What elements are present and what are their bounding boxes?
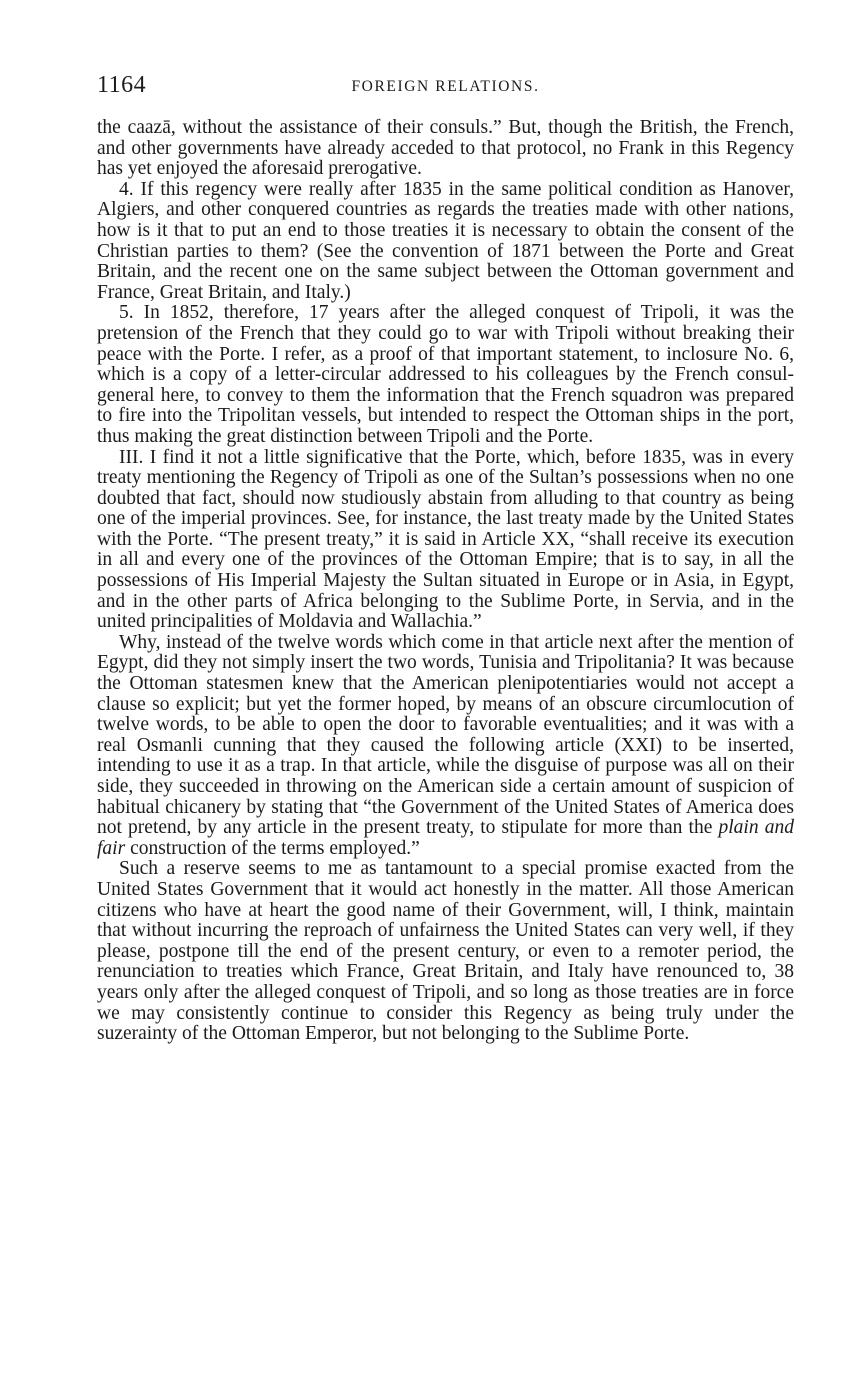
paragraph-section-iii: III. I find it not a little significative that the Porte, which, before 1835, was in every treaty mentioning the Regency of Tripoli as one of the Sultan’s possessions when no one doubted that fact, should now studiously abstain from alluding to that country as being one of the imperial provinces. See, for instance, the last treaty made by the United States with the Porte. “The present treaty,” it is said in Article XX, “shall receive its execution in all and every one of the provinces of the Ottoman Empire; that is to say, in all the possessions of His Imperial Majesty the Sultan situated in Europe or in Asia, in Egypt, and in the other parts of Africa belonging to the Sublime Porte, in Servia, and in the united principalities of Moldavia and Wallachia.” xyxy=(97,446,794,633)
running-head: FOREIGN RELATIONS. xyxy=(351,78,540,95)
paragraph-why-emphasis: plain and fair xyxy=(97,817,794,859)
paragraph-point-5: 5. In 1852, therefore, 17 years after the alleged conquest of Tripoli, it was the pretension of the French that they could go to war with Tripoli without breaking their peace with the Porte. I refer, as a proof of that important statement, to inclosure No. 6, which is a copy of a letter-circular addressed to his colleagues by the French consul-general here, to convey to them the information that the French squadron was prepared to fire into the Tripolitan vessels, but intended to respect the Ottoman ships in the port, thus making the great distinction between Tripoli and the Porte. xyxy=(97,302,794,447)
paragraph-point-4: 4. If this regency were really after 1835 in the same political condition as Hanover, Algiers, and other conquered countries as regards the treaties made with other nations, how is it that to put an end to those treaties it is necessary to obtain the consent of the Christian parties to them? (See the convention of 1871 between the Porte and Great Britain, and the recent one on the same subject between the Ottoman government and France, Great Britain, and Italy.) xyxy=(97,178,794,303)
paragraph-why-text-after: construction of the terms employed.” xyxy=(125,837,420,859)
body-text xyxy=(97,118,794,1045)
document-page xyxy=(97,70,794,1045)
paragraph-continuation: the caazā, without the assistance of their consuls.” But, though the British, the French, and other governments have already acceded to that protocol, no Frank in this Regency has yet enjoyed the aforesaid prerogative. xyxy=(97,117,794,180)
page-number: 1164 xyxy=(97,72,147,98)
paragraph-why xyxy=(97,633,794,860)
paragraph-why-text-before: Why, instead of the twelve words which come in that article next after the mention of Egypt, did they not simply insert the two words, Tunisia and Tripolitania? It was because the Ottoman statesmen knew that the American plenipotentiaries would not accept a clause so explicit; but yet the former hoped, by means of an obscure circumlocution of twelve words, to be able to open the door to favorable eventualities; and it was with a real Osmanli cunning that they caused the following article (XXI) to be inserted, intending to use it as a trap. In that article, while the disguise of purpose was all on their side, they succeeded in throwing on the American side a certain amount of suspicion of habitual chicanery by stating that “the Government of the United States of America does not pretend, by any article in the present treaty, to stipulate for more than the xyxy=(97,631,794,839)
paragraph-reserve: Such a reserve seems to me as tantamount to a special promise exacted from the United States Government that it would act honestly in the matter. All those American citizens who have at heart the good name of their Government, will, I think, maintain that without incurring the reproach of unfairness the United States can very well, if they please, postpone till the end of the present century, or even to a remoter period, the renunciation to treaties which France, Great Britain, and Italy have renounced to, 38 years only after the alleged conquest of Tripoli, and so long as those treaties are in force we may consistently continue to consider this Regency as being truly under the suzerainty of the Ottoman Emperor, but not belonging to the Sublime Porte. xyxy=(97,858,794,1045)
page-header xyxy=(97,70,794,102)
